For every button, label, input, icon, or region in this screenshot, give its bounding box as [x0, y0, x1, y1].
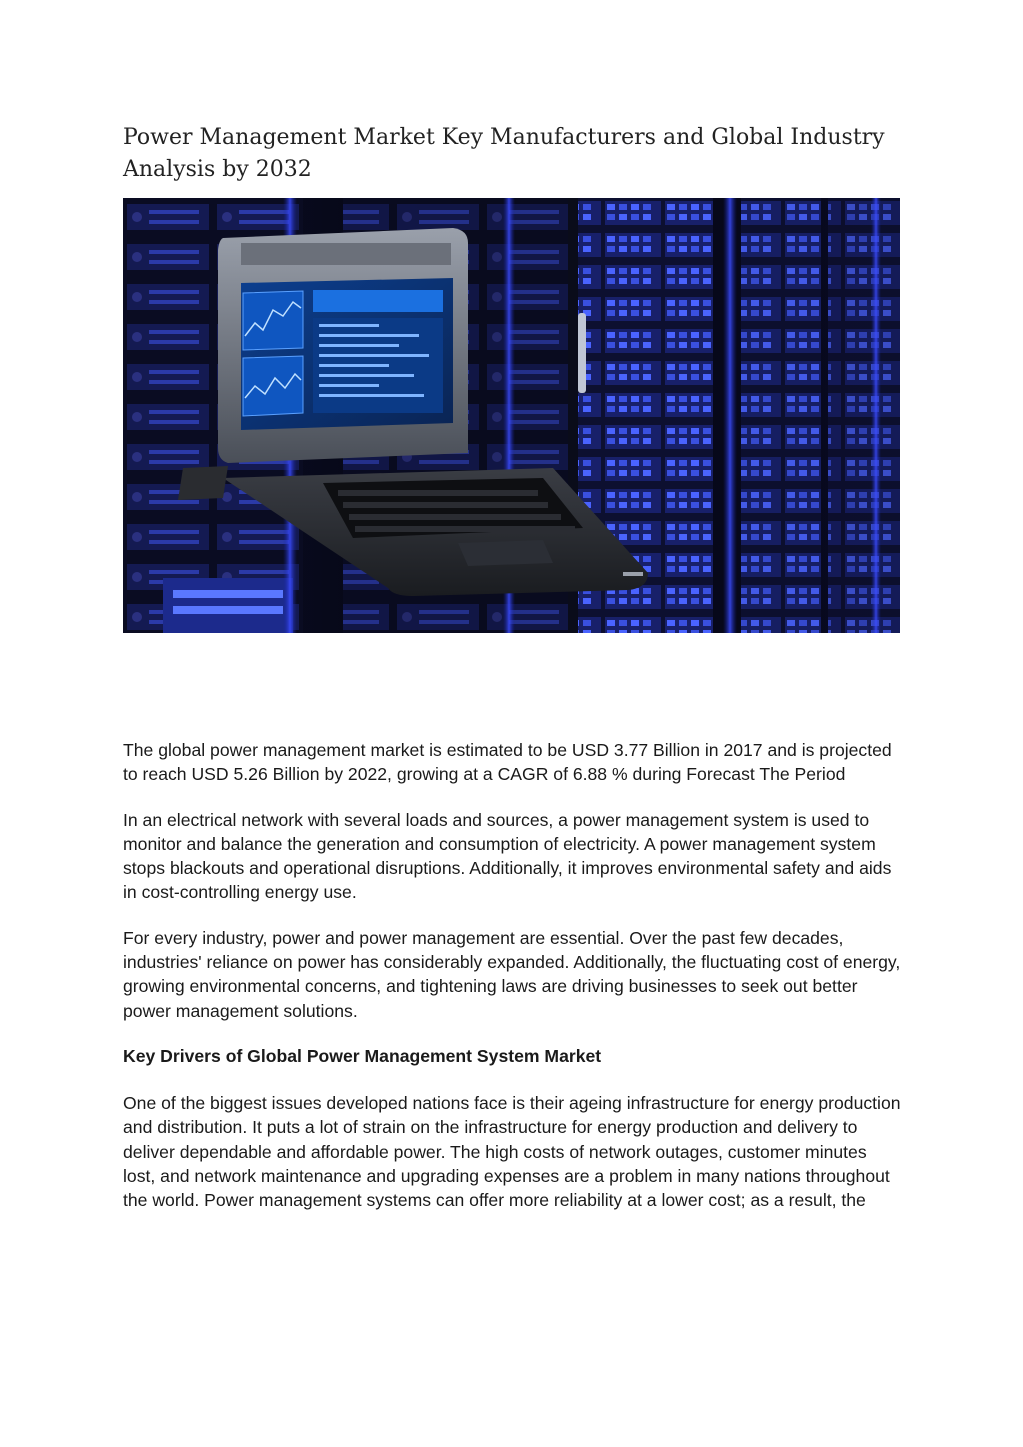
- paragraph-market-size: The global power management market is estimated to be USD 3.77 Billion in 2017 and is projected to reach USD 5.26 Billion by 2022, growing at a CAGR of 6.88 % during Forecast The Period: [123, 740, 892, 785]
- page-title: Power Management Market Key Manufacturers and Global Industry Analysis by 2032: [123, 125, 885, 182]
- paragraph-drivers: One of the biggest issues developed nations face is their ageing infrastructure for energy production and distribution. It puts a lot of strain on the infrastructure for energy production and delivery to deliver dependable and affordable power. The high costs of network outages, customer minutes lost, and network maintenance and upgrading expenses are a problem in many nations throughout the world. Power management systems can offer more reliability at a lower cost; as a result, the: [123, 1092, 901, 1211]
- hero-image: [123, 198, 900, 633]
- section-heading: Key Drivers of Global Power Management System Market: [123, 1045, 602, 1066]
- article-body: [123, 738, 903, 1233]
- paragraph-definition: In an electrical network with several loads and sources, a power management system is used to monitor and balance the generation and consumption of electricity. A power management system stops blackouts and operational disruptions. Additionally, it improves environmental safety and aids in cost-controlling energy use.: [123, 809, 892, 903]
- paragraph-importance: For every industry, power and power management are essential. Over the past few decades, industries' reliance on power has considerably expanded. Additionally, the fluctuating cost of energy, growing environmental concerns, and tightening laws are driving businesses to seek out better power management solutions.: [123, 927, 901, 1021]
